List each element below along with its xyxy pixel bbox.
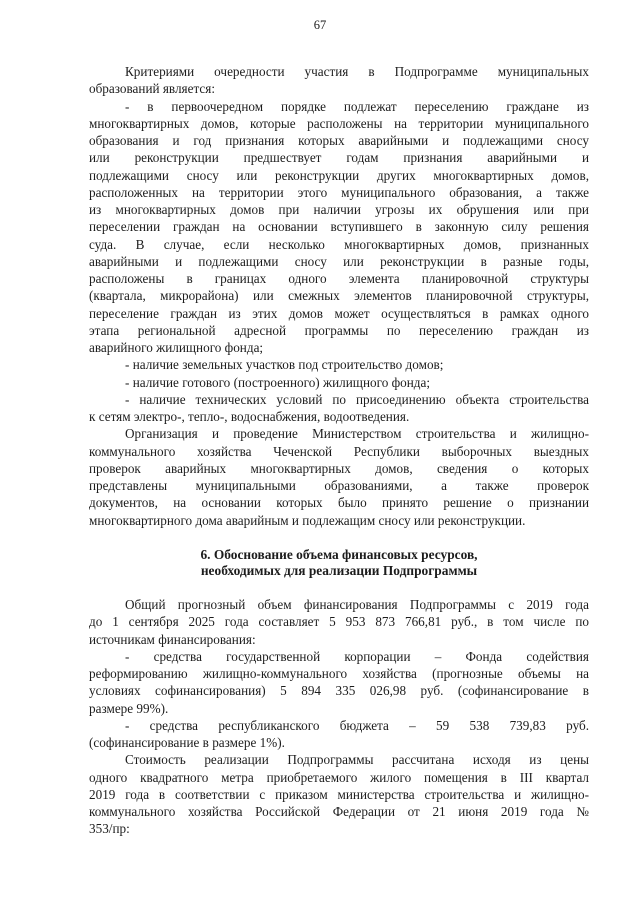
text-line: одного квадратного метра приобретаемого жилого помещения в III квартал <box>89 769 589 785</box>
text-line: из многоквартирных домов при наличии угрозы их обрушения или при <box>89 202 589 217</box>
text-line: коммунального хозяйства Чеченской Республики выборочных выездных <box>89 443 589 459</box>
text-line: расположены в границах одного элемента планировочной структуры <box>89 271 589 286</box>
text-line: документов, на основании которых было принято решение о признании <box>89 495 589 511</box>
text-line: коммунального хозяйства Российской Федерации от 21 июня 2019 года № <box>89 804 589 819</box>
text-line: переселении граждан на основании вступившего в законную силу решения <box>89 219 589 235</box>
text-line: или реконструкции предшествует годам признания аварийными и <box>89 150 589 166</box>
text-line: - средства республиканского бюджета – 59 538 739,83 руб. <box>125 717 589 733</box>
text-line: - средства государственной корпорации – Фонда содействия <box>125 648 589 664</box>
section-text-financing <box>89 596 589 838</box>
text-line: многоквартирных домов, которые расположены на территории муниципального <box>89 115 589 131</box>
text-line: образования и год признания которых аварийными и подлежащими сносу <box>89 133 589 148</box>
heading-line-2: необходимых для реализации Подпрограммы <box>200 563 478 578</box>
text-line: - наличие технических условий по присоединению объекта строительства <box>125 391 589 407</box>
heading-line-1: 6. Обоснование объема финансовых ресурсов, <box>200 547 478 562</box>
text-line: 353/пр: <box>89 821 130 837</box>
text-line: представлены муниципальными образованиями, а также проверок <box>89 478 589 493</box>
text-line: реформированию жилищно-коммунального хозяйства (прогнозные объемы на <box>89 666 589 681</box>
text-line: аварийными и подлежащими сносу или реконструкции в разные годы, <box>89 253 589 269</box>
text-line: размере 99%). <box>89 700 169 716</box>
text-line: - в первоочередном порядке подлежат переселению граждане из <box>125 98 589 114</box>
text-line: многоквартирного дома аварийным и подлежащим сносу или реконструкции. <box>89 512 526 528</box>
text-line: переселение граждан из этих домов может осуществляться в рамках одного <box>89 305 589 321</box>
text-line: Стоимость реализации Подпрограммы рассчитана исходя из цены <box>125 752 589 768</box>
text-line: этапа региональной адресной программы по переселению граждан из <box>89 322 589 338</box>
text-line: подлежащими сносу или реконструкции других многоквартирных домов, <box>89 167 589 183</box>
text-line: источникам финансирования: <box>89 631 256 647</box>
text-line: - наличие земельных участков под строительство домов; <box>125 357 444 373</box>
text-line: Общий прогнозный объем финансирования Подпрограммы с 2019 года <box>125 597 589 612</box>
text-line: 2019 года в соответствии с приказом министерства строительства и жилищно- <box>89 786 589 802</box>
text-line: аварийного жилищного фонда; <box>89 340 264 355</box>
text-line: суда. В случае, если несколько многоквартирных домов, признанных <box>89 236 589 252</box>
text-line: к сетям электро-, тепло-, водоснабжения, водоотведения. <box>89 409 410 424</box>
text-line: Критериями очередности участия в Подпрограмме муниципальных <box>125 64 589 79</box>
text-line: расположенных на территории этого муниципального образования, а также <box>89 184 589 200</box>
text-line: до 1 сентября 2025 года составляет 5 953 873 766,81 руб., в том числе по <box>89 614 589 630</box>
section-heading <box>89 547 589 579</box>
text-line: образований является: <box>89 81 215 97</box>
text-line: Организация и проведение Министерством строительства и жилищно- <box>125 426 589 442</box>
section-text-criteria <box>89 63 589 529</box>
page-number: 67 <box>313 18 327 32</box>
text-line: проверок аварийных многоквартирных домов, сведения о которых <box>89 460 589 476</box>
text-line: (софинансирование в размере 1%). <box>89 735 285 750</box>
text-line: - наличие готового (построенного) жилищного фонда; <box>125 374 431 390</box>
text-line: условиях софинансирования) 5 894 335 026,98 руб. (софинансирование в <box>89 683 589 699</box>
text-line: (квартала, микрорайона) или смежных элементов планировочной структуры, <box>89 288 589 304</box>
